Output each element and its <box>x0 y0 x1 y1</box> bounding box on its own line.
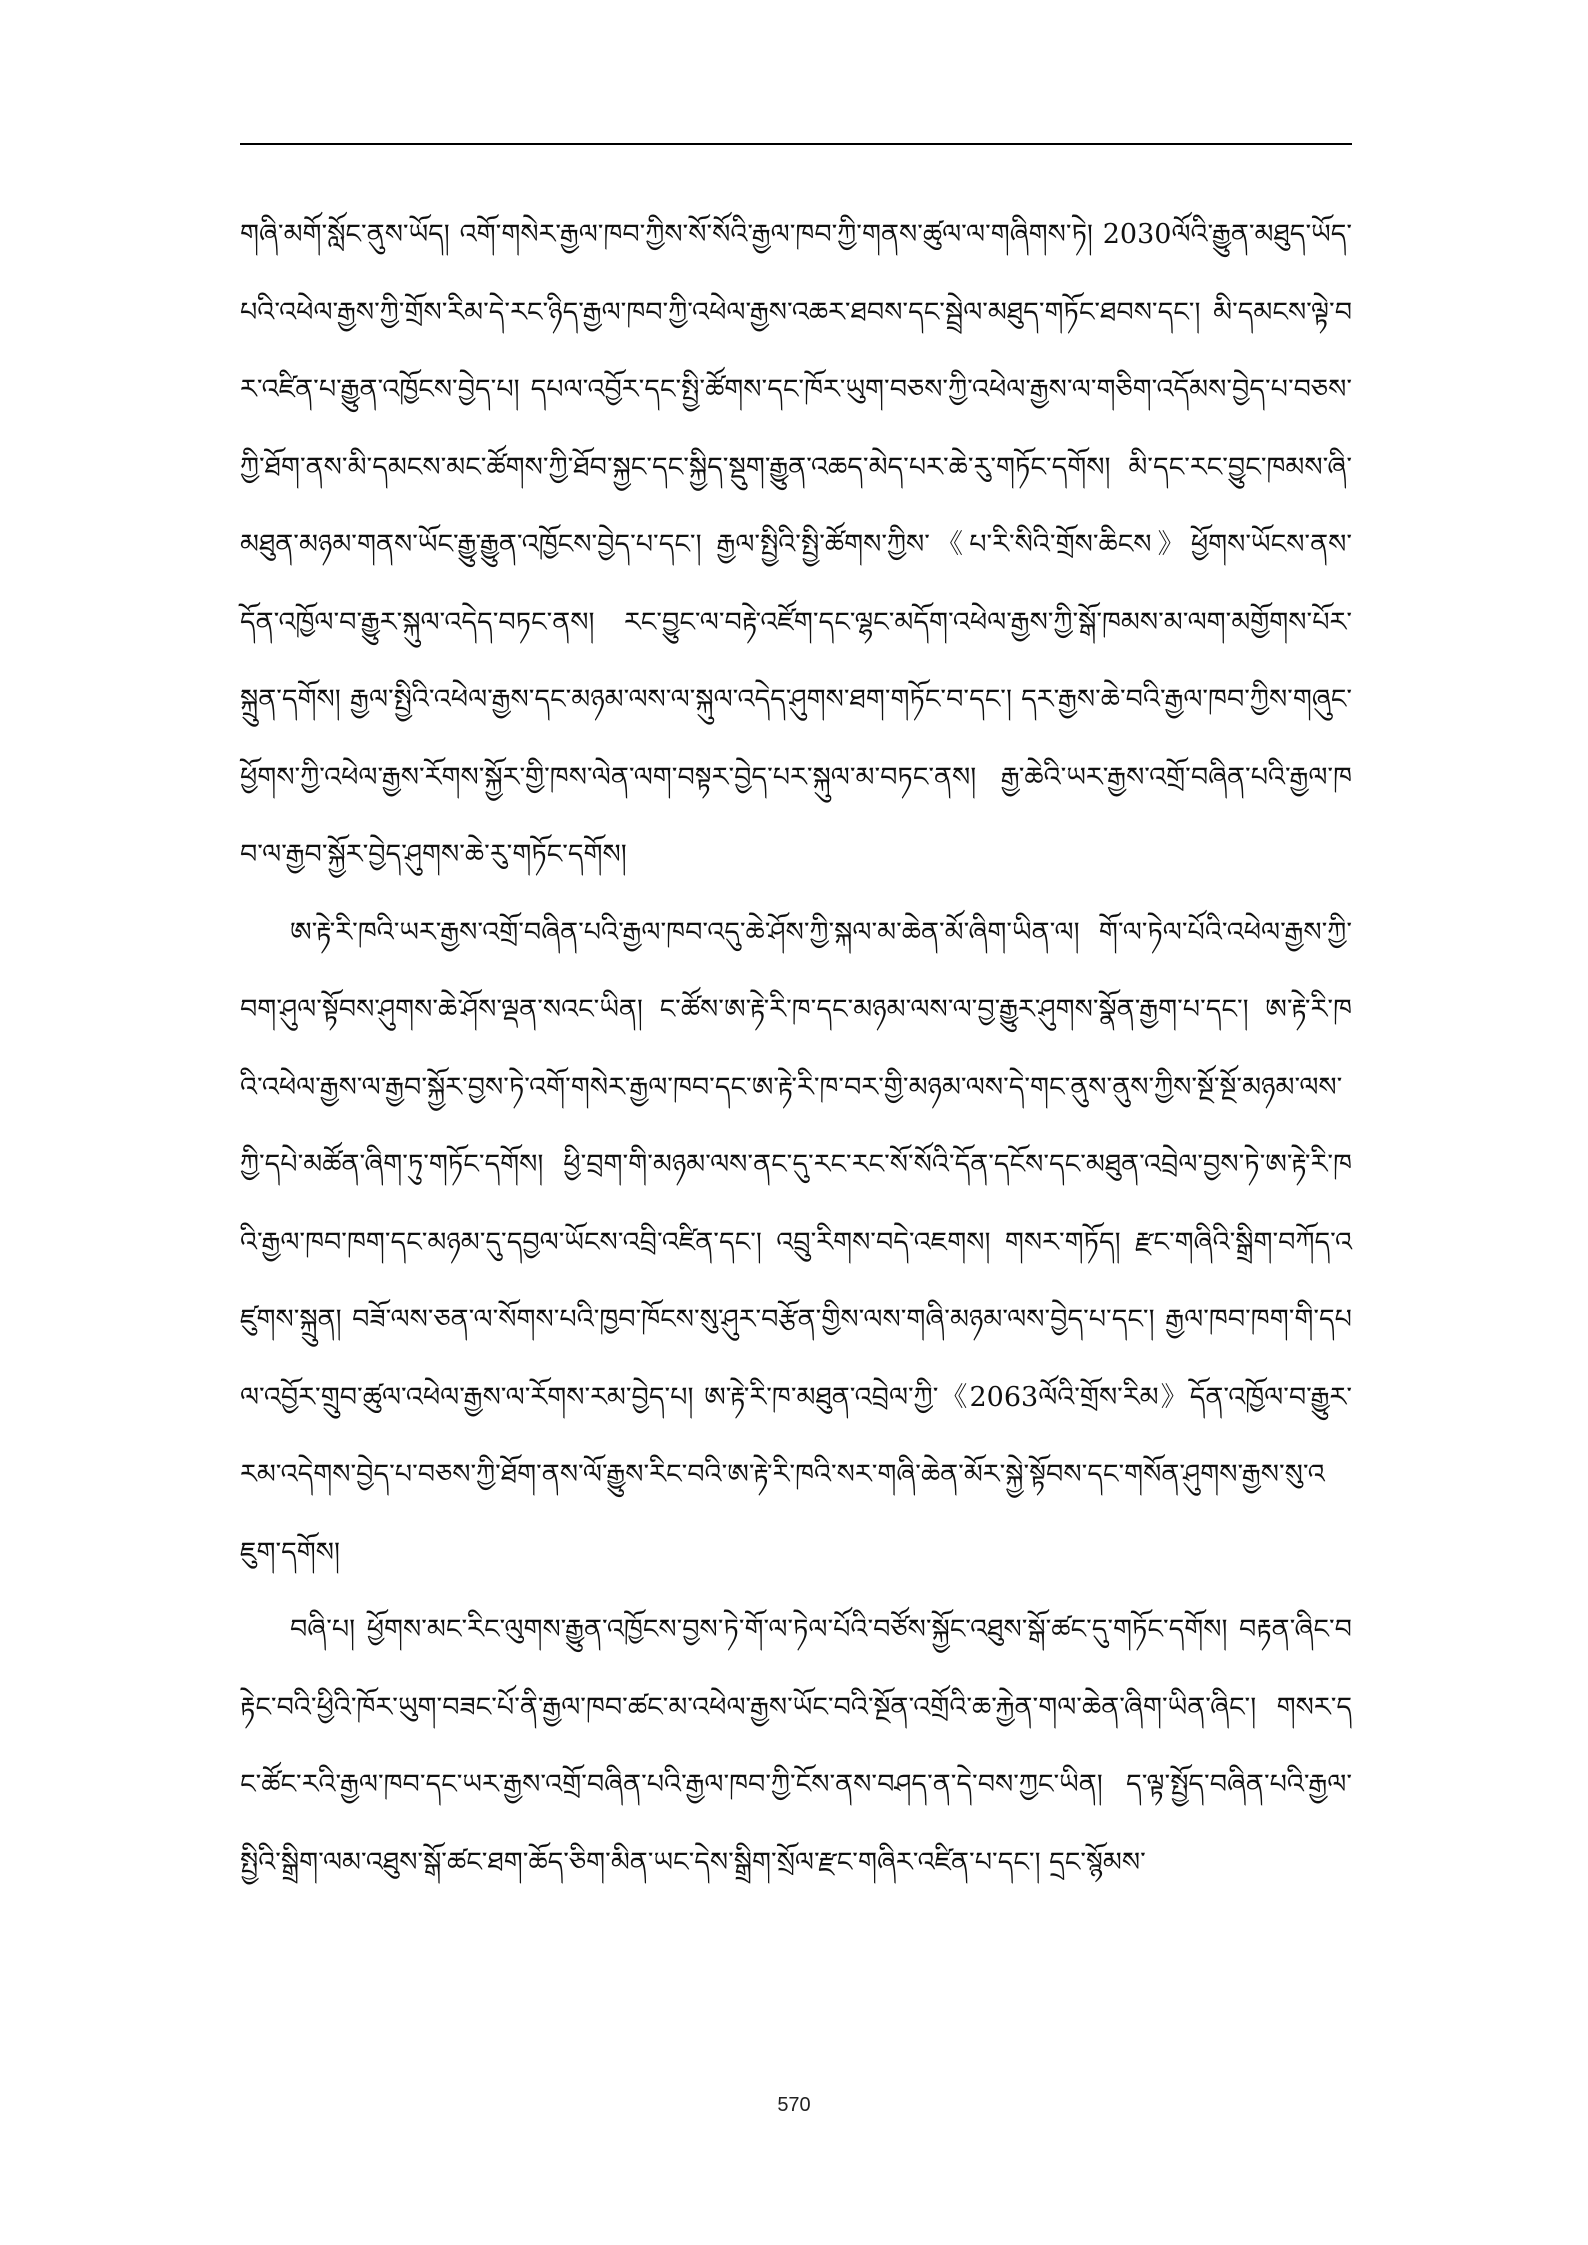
paragraph: ཨ་རྟེ་རི་ཁའི་ཡར་རྒྱས་འགྲོ་བཞིན་པའི་རྒྱལ་ཁབ་འདུ་ཆེ་ཤོས་ཀྱི་སྐལ་མ་ཆེན་མོ་ཞིག་ཡིན་ལ། གོ་ལ་ཏེལ་པོའི་འཕེལ་རྒྱས་ཀྱི་བག་ཤུལ་སྟོབས་ཤུགས་ཆེ་ཤོས་ལྡན་སའང་ཡིན། ང་ཚོས་ཨ་རྟེ་རི་ཁ་དང་མཉམ་ལས་ལ་བྱ་རྒྱུར་ཤུགས་སྣོན་རྒྱག་པ་དང་། ཨ་རྟེ་རི་ཁའི་འཕེལ་རྒྱས་ལ་རྒྱབ་སྐྱོར་བྱས་ཏེ་འགོ་གསེར་རྒྱལ་ཁབ་དང་ཨ་རྟེ་རི་ཁ་བར་གྱི་མཉམ་ལས་དེ་གང་ནུས་ནུས་ཀྱིས་སྔོ་སྔོ་མཉམ་ལས་ཀྱི་དཔེ་མཚོན་ཞིག་ཏུ་གཏོང་དགོས། ཕྱི་བྲག་གི་མཉམ་ལས་ནང་དུ་རང་རང་སོ་སོའི་དོན་དངོས་དང་མཐུན་འབྲེལ་བྱས་ཏེ་ཨ་རྟེ་རི་ཁའི་རྒྱལ་ཁབ་ཁག་དང་མཉམ་དུ་དབྱལ་ཡོངས་འབྲི་འཛིན་དང་། འབྲུ་རིགས་བདེ་འཇགས། གསར་གཏོད། རྫང་གཞིའི་སྒྲིག་བཀོད་འཛུགས་སྐྲུན། བཟོ་ལས་ཅན་ལ་སོགས་པའི་ཁྱབ་ཁོངས་སུ་ཤུར་བརྩོན་གྱིས་ལས་གཞི་མཉམ་ལས་བྱེད་པ་དང་། རྒྱལ་ཁབ་ཁག་གི་དཔལ་འབྱོར་གྲུབ་ཚུལ་འཕེལ་རྒྱས་ལ་རོགས་རམ་བྱེད་པ། ཨ་རྟེ་རི་ཁ་མཐུན་འབྲེལ་ཀྱི་《2063ལོའི་གྲོས་རིམ》དོན་འཁྱོལ་བ་རྒྱུར་རམ་འདེགས་བྱེད་པ་བཅས་ཀྱི་ཐོག་ནས་ལོ་རྒྱུས་རིང་བའི་ཨ་རྟེ་རི་ཁའི་སར་གཞི་ཆེན་མོར་སྐྱེ་སྟོབས་དང་གསོན་ཤུགས་རྒྱས་སུ་འཇུག་དགོས། <box>240 916 1352 1568</box>
paragraph: བཞི་པ། ཕྱོགས་མང་རིང་ལུགས་རྒྱུན་འཁྱོངས་བྱས་ཏེ་གོ་ལ་ཏེལ་པོའི་བཙོས་སྐྱོང་འཐུས་སྒོ་ཚང་དུ་གཏོང་དགོས། བརྟན་ཞིང་བརྟེང་བའི་ཕྱིའི་ཁོར་ཡུག་བཟང་པོ་ནི་རྒྱལ་ཁབ་ཚང་མ་འཕེལ་རྒྱས་ཡོང་བའི་སྔོན་འགྲོའི་ཆ་རྐྱེན་གལ་ཆེན་ཞིག་ཡིན་ཞིང་། གསར་དང་ཚོང་རའི་རྒྱལ་ཁབ་དང་ཡར་རྒྱས་འགྲོ་བཞིན་པའི་རྒྱལ་ཁབ་ཀྱི་ངོས་ནས་བཤད་ན་དེ་བས་ཀྱང་ཡིན། ད་ལྟ་སྤྱོད་བཞིན་པའི་རྒྱལ་སྤྱིའི་སྒྲིག་ལམ་འཐུས་སྒོ་ཚང་ཐག་ཆོད་ཅིག་མིན་ཡང་དེས་སྒྲིག་སྲོལ་རྫང་གཞིར་འཛིན་པ་དང་། དྲང་སྙོམས་ <box>240 1614 1352 1878</box>
paragraph: གཞི་མགོ་སློང་ནུས་ཡོད། འགོ་གསེར་རྒྱལ་ཁབ་ཀྱིས་སོ་སོའི་རྒྱལ་ཁབ་ཀྱི་གནས་ཚུལ་ལ་གཞིགས་ཏེ། 2030ལོའི་རྒྱུན་མཐུད་ཡོད་པའི་འཕེལ་རྒྱས་ཀྱི་གྲོས་རིམ་དེ་རང་ཉིད་རྒྱལ་ཁབ་ཀྱི་འཕེལ་རྒྱས་འཆར་ཐབས་དང་སྦྲེལ་མཐུད་གཏོང་ཐབས་དང་། མི་དམངས་ལྟེ་བར་འཛིན་པ་རྒྱུན་འཁྱོངས་བྱེད་པ། དཔལ་འབྱོར་དང་སྤྱི་ཚོགས་དང་ཁོར་ཡུག་བཅས་ཀྱི་འཕེལ་རྒྱས་ལ་གཅིག་འདོམས་བྱེད་པ་བཅས་ཀྱི་ཐོག་ནས་མི་དམངས་མང་ཚོགས་ཀྱི་ཐོབ་སྐྱང་དང་སྐྱིད་སྡུག་རྒྱུན་འཆད་མེད་པར་ཆེ་རུ་གཏོང་དགོས། མི་དང་རང་བྱུང་ཁམས་ཞི་མཐུན་མཉམ་གནས་ཡོང་རྒྱུ་རྒྱུན་འཁྱོངས་བྱེད་པ་དང་། རྒྱལ་སྤྱིའི་སྤྱི་ཚོགས་ཀྱིས་《པ་རི་སིའི་གྲོས་ཆིངས》ཕྱོགས་ཡོངས་ནས་དོན་འཁྱོལ་བ་རྒྱུར་སྐུལ་འདེད་བཏང་ནས། རང་བྱུང་ལ་བརྟེ་འཛོག་དང་ལྷང་མདོག་འཕེལ་རྒྱས་ཀྱི་སྒོ་ཁམས་མ་ལག་མགྱོགས་པོར་སྐྲུན་དགོས། རྒྱལ་སྤྱིའི་འཕེལ་རྒྱས་དང་མཉམ་ལས་ལ་སྐུལ་འདེད་ཤུགས་ཐག་གཏོང་བ་དང་། དར་རྒྱས་ཆེ་བའི་རྒྱལ་ཁབ་ཀྱིས་གཞུང་ཕྱོགས་ཀྱི་འཕེལ་རྒྱས་རོགས་སྐྱོར་གྱི་ཁས་ལེན་ལག་བསྟར་བྱེད་པར་སྐུལ་མ་བཏང་ནས། རྒྱ་ཆེའི་ཡར་རྒྱས་འགྲོ་བཞིན་པའི་རྒྱལ་ཁབ་ལ་རྒྱབ་སྐྱོར་བྱེད་ཤུགས་ཆེ་རུ་གཏོང་དགོས། <box>240 219 1352 870</box>
body-text <box>240 196 1352 1901</box>
page-number: 570 <box>777 2094 811 2116</box>
header-rule <box>240 143 1352 145</box>
